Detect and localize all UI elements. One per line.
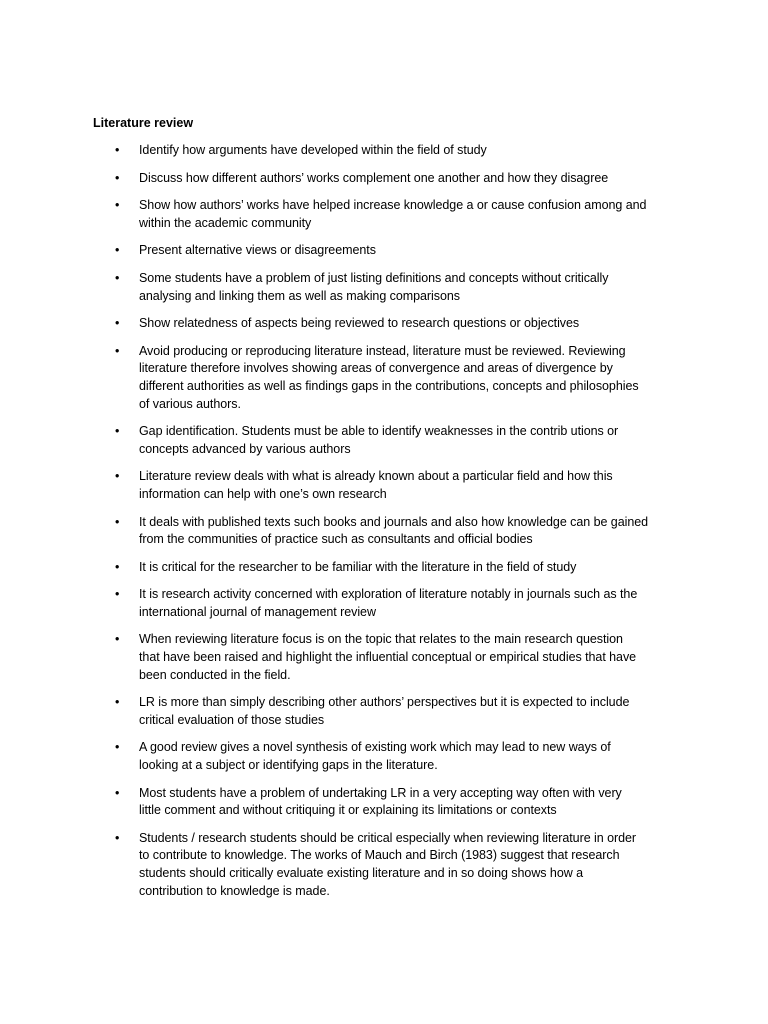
list-item-text: LR is more than simply describing other authors’ perspectives but it is expected to include critical evaluation of those studies <box>139 695 630 727</box>
bullet-icon: • <box>115 170 120 185</box>
bullet-icon: • <box>115 198 120 213</box>
bullet-icon: • <box>115 243 120 258</box>
list-item <box>0 468 768 503</box>
list-item-text: Some students have a problem of just listing definitions and concepts without critically analysing and linking them as well as making comparisons <box>139 270 609 303</box>
bullet-icon: • <box>115 632 120 647</box>
bullet-icon: • <box>115 559 120 574</box>
list-item-text: Gap identification. Students must be able to identify weaknesses in the contrib utions or concepts advanced by various authors <box>139 424 619 456</box>
list-item <box>0 559 768 577</box>
bullet-icon: • <box>115 587 120 602</box>
list-item-text: It is critical for the researcher to be familiar with the literature in the field of study <box>139 559 577 574</box>
bullet-icon: • <box>115 469 120 484</box>
list-item-text: Literature review deals with what is already known about a particular field and how this information can help with one’s own research <box>139 469 613 501</box>
page-heading: Literature review <box>93 116 194 130</box>
list-item <box>0 315 768 333</box>
list-item <box>0 631 768 684</box>
bullet-icon: • <box>115 424 120 439</box>
list-item-text: A good review gives a novel synthesis of existing work which may lead to new ways of looking at a subject or identifying gaps in the literature. <box>139 740 611 773</box>
bullet-icon: • <box>115 695 120 710</box>
list-item <box>0 170 768 188</box>
list-item <box>0 343 768 413</box>
bullet-icon: • <box>115 270 120 285</box>
list-item-text: Students / research students should be critical especially when reviewing literature in order to contribute to knowledge. The works of Mauch and Birch (1983) suggest that research students should critically evaluate existing literature and in so doing shows how a contribution to knowledge is made. <box>139 830 636 898</box>
list-item-text: Identify how arguments have developed within the field of study <box>139 143 487 157</box>
list-item-text: Show how authors’ works have helped increase knowledge a or cause confusion among and within the academic community <box>139 198 647 230</box>
bullet-icon: • <box>115 316 120 331</box>
list-item-text: Present alternative views or disagreements <box>139 243 376 258</box>
list-item <box>0 142 768 160</box>
bullet-icon: • <box>115 785 120 800</box>
bullet-icon: • <box>115 343 120 358</box>
list-item-text: It is research activity concerned with exploration of literature notably in journals such as the international journal of management review <box>139 587 638 619</box>
list-item <box>0 423 768 458</box>
list-item-text: Most students have a problem of undertaking LR in a very accepting way often with very little comment and without critiquing it or explaining its limitations or contexts <box>139 785 622 818</box>
list-item-text: Avoid producing or reproducing literature instead, literature must be reviewed. Reviewing literature therefore involves showing areas of convergence and areas of divergence by different authorities as well as findings gaps in the contributions, concepts and philosophies of various authors. <box>139 343 639 411</box>
list-item <box>0 514 768 549</box>
list-item <box>0 586 768 621</box>
list-item <box>0 270 768 305</box>
list-item <box>0 785 768 820</box>
list-item <box>0 242 768 260</box>
list-item-text: Discuss how different authors’ works complement one another and how they disagree <box>139 170 609 185</box>
list-item <box>0 694 768 729</box>
list-item-text: When reviewing literature focus is on the topic that relates to the main research question that have been raised and highlight the influential conceptual or empirical studies that have been conducted in the field. <box>139 632 637 682</box>
bullet-icon: • <box>115 830 120 845</box>
list-item-text: It deals with published texts such books and journals and also how knowledge can be gained from the communities of practice such as consultants and official bodies <box>139 514 649 547</box>
bullet-icon: • <box>115 740 120 755</box>
bullet-icon: • <box>115 514 120 529</box>
bullet-list <box>0 142 768 910</box>
bullet-icon: • <box>115 143 120 157</box>
list-item <box>0 739 768 774</box>
list-item-text: Show relatedness of aspects being reviewed to research questions or objectives <box>139 316 580 331</box>
list-item <box>0 197 768 232</box>
list-item <box>0 830 768 900</box>
